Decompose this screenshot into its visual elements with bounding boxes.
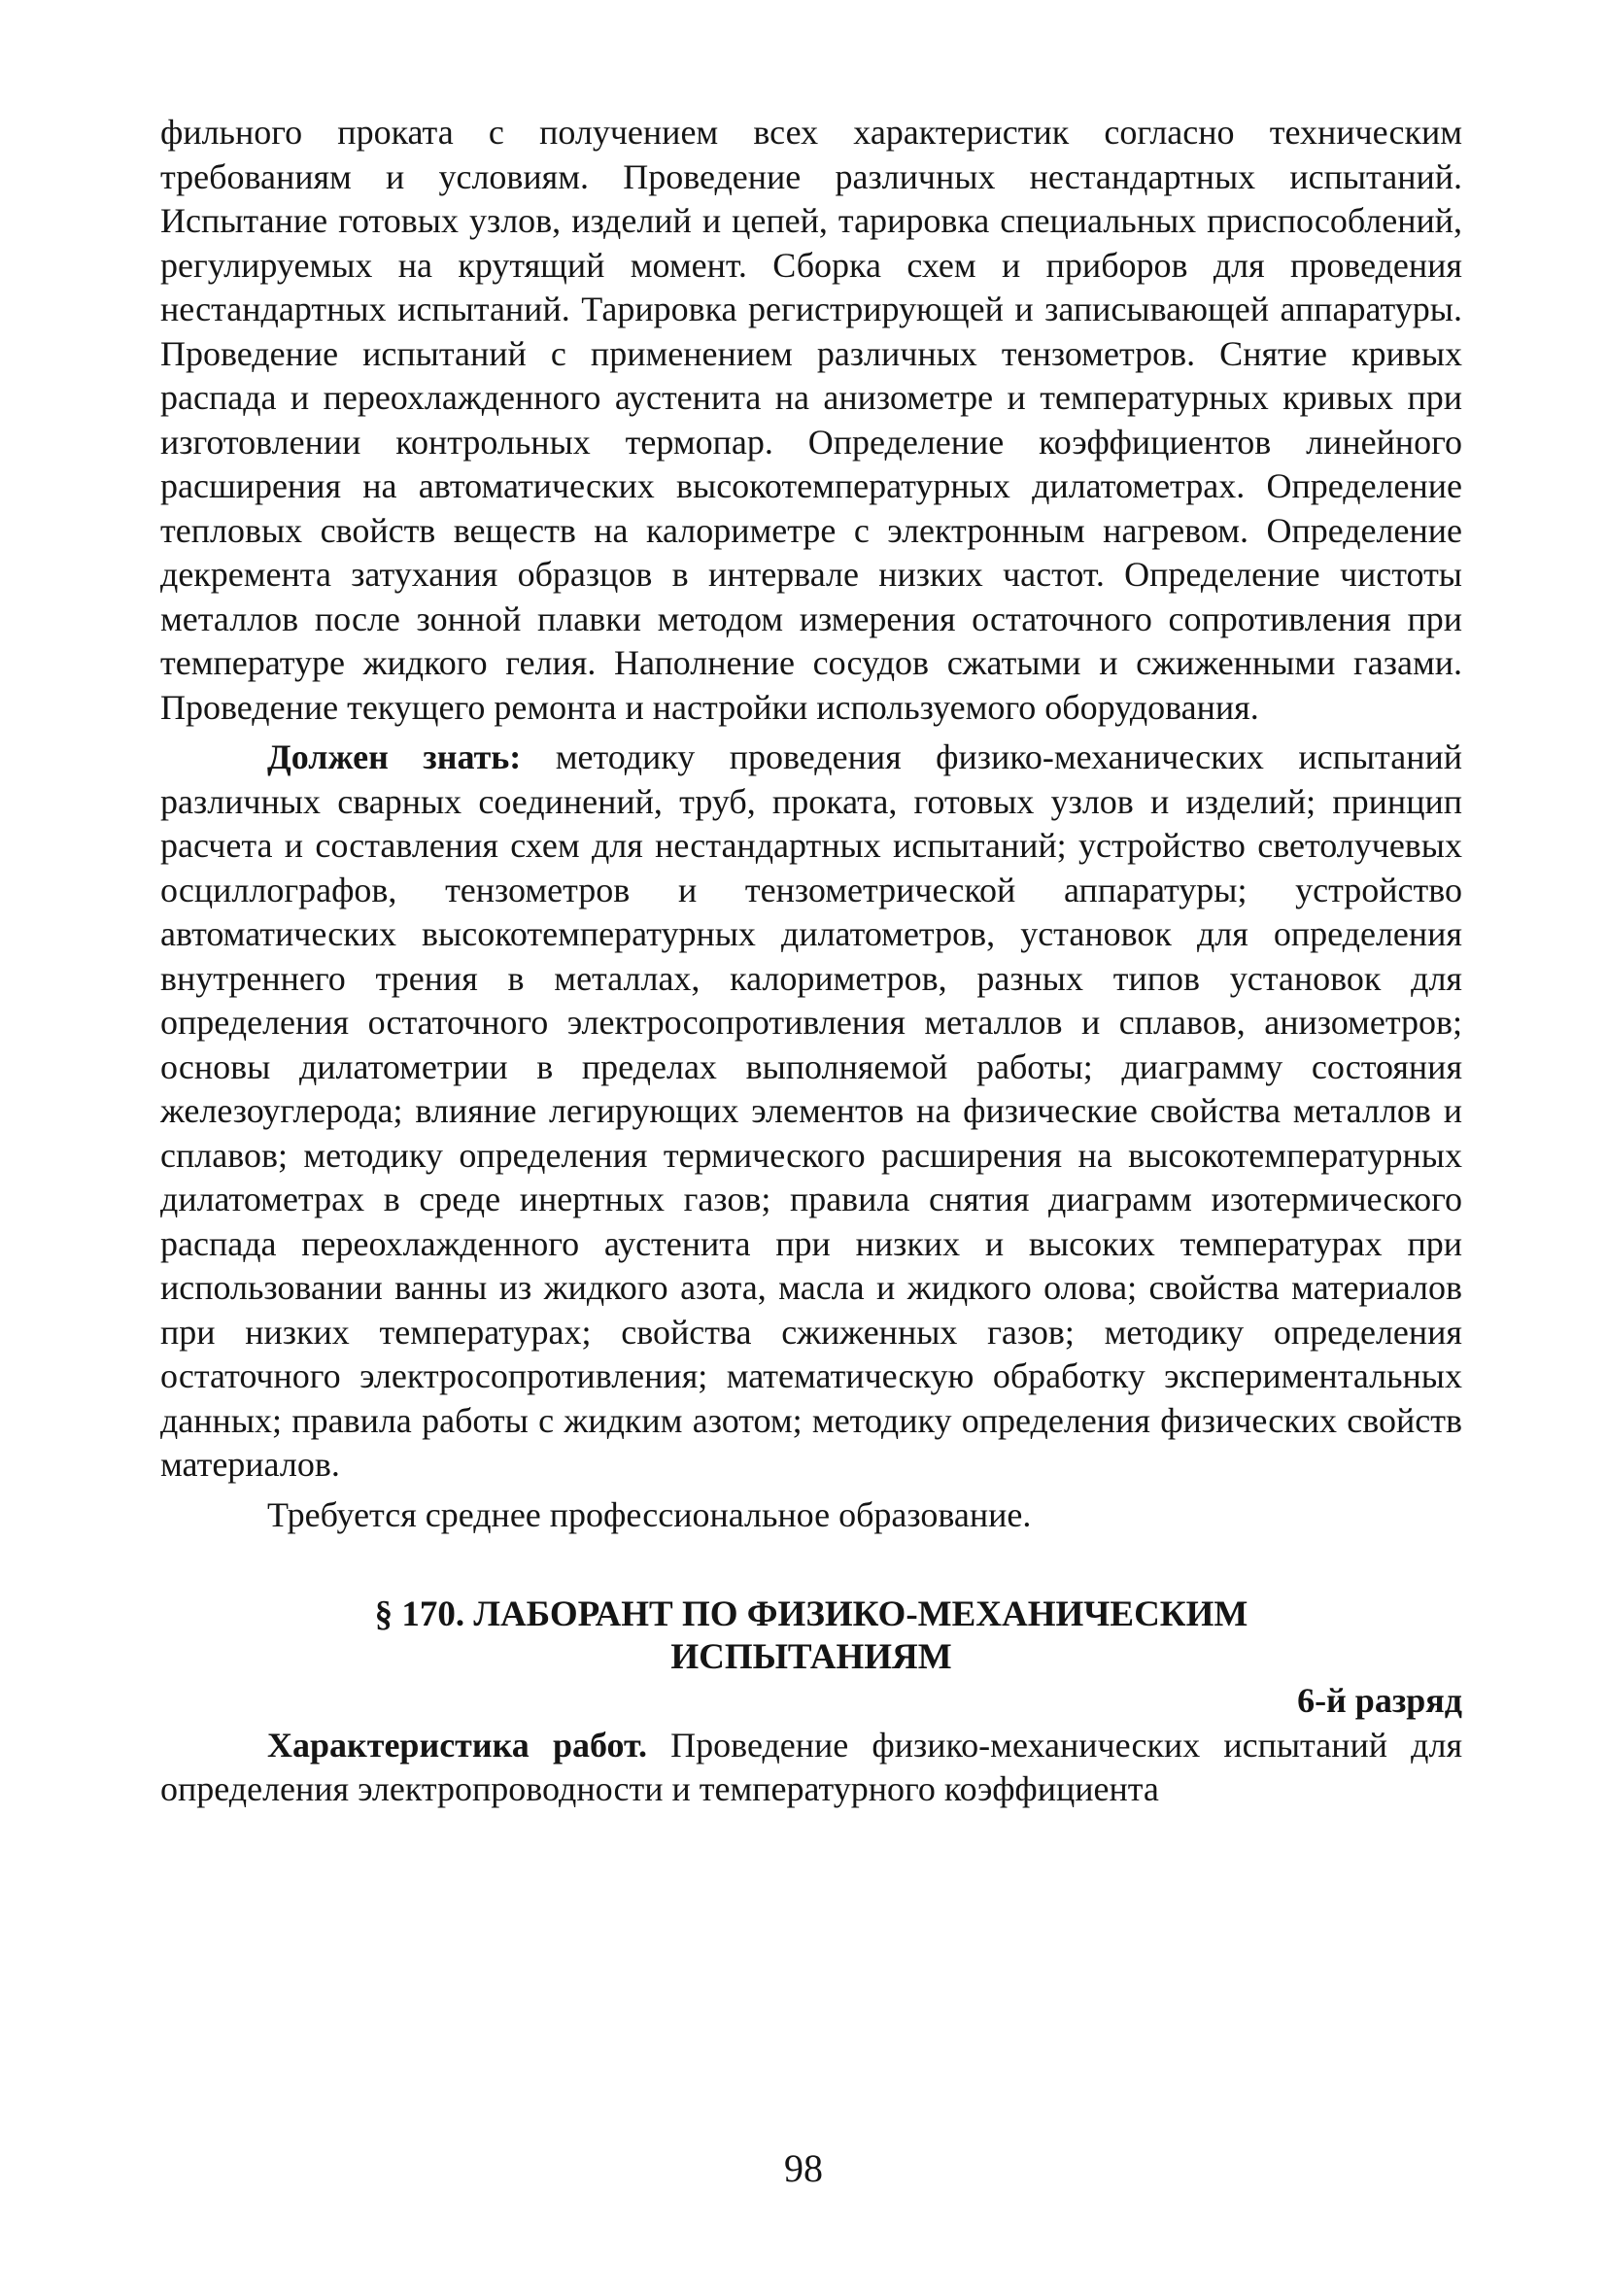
page-body — [160, 111, 1462, 1812]
characteristics-text: Проведение физико-механических испытаний для определения электропроводности и температурного коэффициента — [160, 1725, 1463, 1808]
section-heading-line-2: ИСПЫТАНИЯМ — [670, 1637, 952, 1677]
characteristics-paragraph — [160, 1724, 1462, 1812]
section-spacer — [160, 1537, 1462, 1593]
section-heading-line-1: § 170. ЛАБОРАНТ ПО ФИЗИКО-МЕХАНИЧЕСКИМ — [374, 1594, 1248, 1634]
continuation-paragraph: фильного проката с получением всех характеристик согласно техническим требованиям и условиям. Проведение различных нестандартных испытаний. Испытание готовых узлов, изделий и цепей, тарировка специальных приспособлений, регулируемых на крутящий момент. Сборка схем и приборов для проведения нестандартных испытаний. Тарировка регистрирующей и записывающей аппаратуры. Проведение испытаний с применением различных тензометров. Снятие кривых распада и переохлажденного аустенита на анизометре и температурных кривых при изготовлении контрольных термопар. Определение коэффициентов линейного расширения на автоматических высокотемпературных дилатометрах. Определение тепловых свойств веществ на калориметре с электронным нагревом. Определение декремента затухания образцов в интервале низких частот. Определение чистоты металлов после зонной плавки методом измерения остаточного сопротивления при температуре жидкого гелия. Наполнение сосудов сжатыми и сжиженными газами. Проведение текущего ремонта и настройки используемого оборудования. — [160, 113, 1462, 727]
education-requirement: Требуется среднее профессиональное образование. — [267, 1494, 1032, 1534]
characteristics-label: Характеристика работ. — [267, 1725, 648, 1765]
section-heading — [160, 1593, 1462, 1679]
must-know-text: методику проведения физико-механических испытаний различных сварных соединений, труб, проката, готовых узлов и изделий; принцип расчета и составления схем для нестандартных испытаний; устройство светолучевых осциллографов, тензометров и тензометрической аппаратуры; устройство автоматических высокотемпературных дилатометров, установок для определения внутреннего трения в металлах, калориметров, разных типов установок для определения остаточного электросопротивления металлов и сплавов, анизометров; основы дилатометрии в пределах выполняемой работы; диаграмму состояния железоуглерода; влияние легирующих элементов на физические свойства металлов и сплавов; методику определения термического расширения на высокотемпературных дилатометрах в среде инертных газов; правила снятия диаграмм изотермического распада переохлажденного аустенита при низких и высоких температурах при использовании ванны из жидкого азота, масла и жидкого олова; свойства материалов при низких температурах; свойства сжиженных газов; методику определения остаточного электросопротивления; математическую обработку экспериментальных данных; правила работы с жидким азотом; методику определения физических свойств материалов. — [160, 737, 1462, 1484]
must-know-label: Должен знать: — [267, 737, 522, 776]
grade-label: 6-й разряд — [1297, 1681, 1462, 1720]
page-number: 98 — [784, 2146, 823, 2190]
must-know-paragraph — [160, 736, 1462, 1488]
